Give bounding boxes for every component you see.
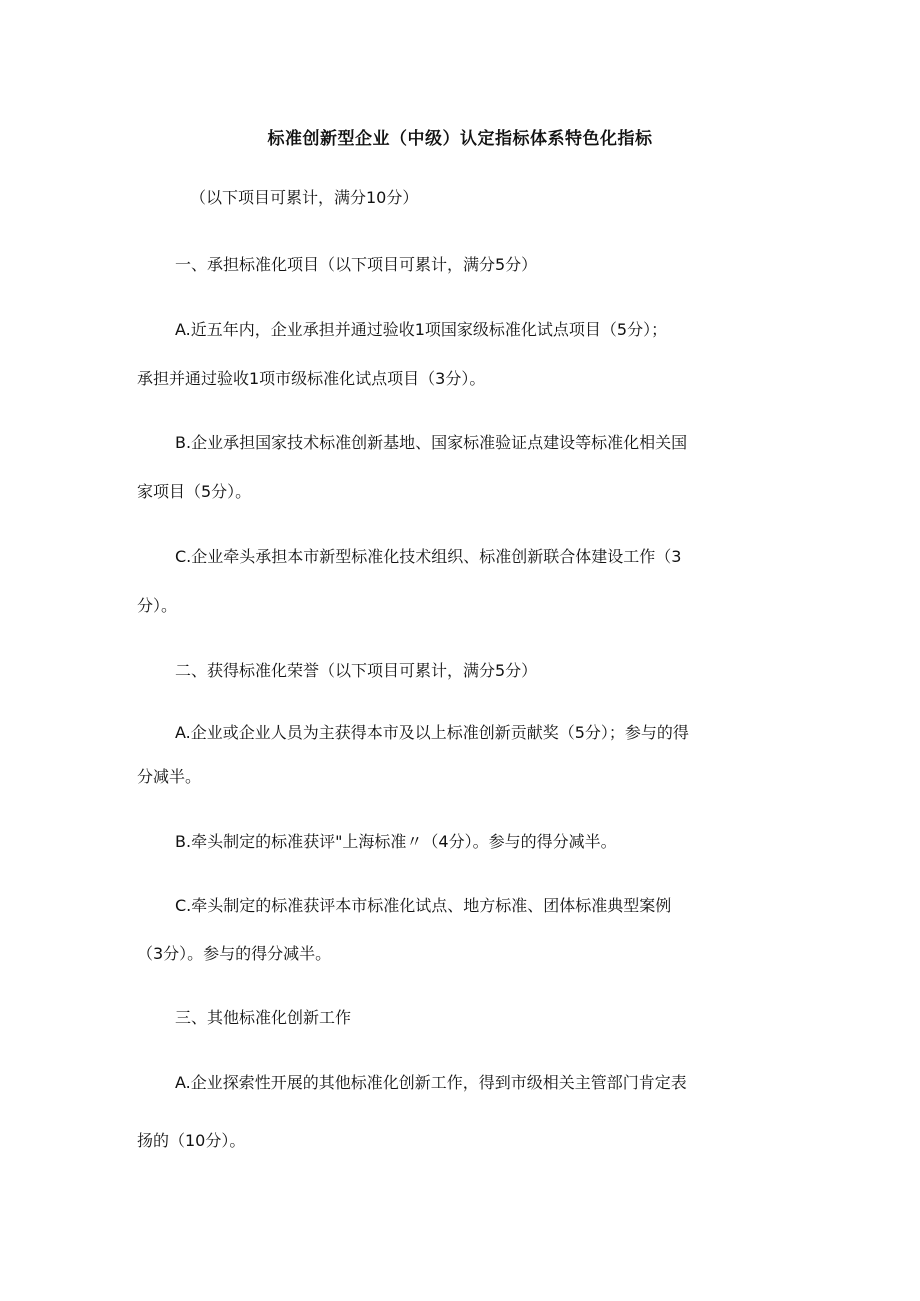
item-2a-line-2: 分减半。	[137, 767, 202, 786]
scoring-note: （以下项目可累计，满分10分）	[190, 188, 419, 207]
item-3a-line-2: 扬的（10分）。	[137, 1131, 246, 1150]
item-2a-line-1: A.企业或企业人员为主获得本市及以上标准创新贡献奖（5分）；参与的得	[175, 723, 689, 742]
section-heading-1: 一、承担标准化项目（以下项目可累计，满分5分）	[175, 255, 538, 274]
item-2c-line-2: （3分）。参与的得分减半。	[137, 944, 332, 963]
item-1a-line-1: A.近五年内，企业承担并通过验收1项国家级标准化试点项目（5分）；	[175, 320, 668, 339]
item-1a-line-2: 承担并通过验收1项市级标准化试点项目（3分）。	[137, 369, 486, 388]
item-1b-line-2: 家项目（5分）。	[137, 482, 252, 501]
item-2b-line-1: B.牵头制定的标准获评"上海标准〃（4分）。参与的得分减半。	[175, 832, 617, 851]
item-3a-line-1: A.企业探索性开展的其他标准化创新工作，得到市级相关主管部门肯定表	[175, 1073, 687, 1092]
document-title: 标准创新型企业（中级）认定指标体系特色化指标	[267, 129, 653, 149]
section-heading-2: 二、获得标准化荣誉（以下项目可累计，满分5分）	[175, 661, 538, 680]
item-1c-line-1: C.企业牵头承担本市新型标准化技术组织、标准创新联合体建设工作（3	[175, 547, 682, 566]
item-1c-line-2: 分）。	[137, 596, 178, 615]
item-2c-line-1: C.牵头制定的标准获评本市标准化试点、地方标准、团体标准典型案例	[175, 896, 672, 915]
section-heading-3: 三、其他标准化创新工作	[175, 1008, 352, 1027]
item-1b-line-1: B.企业承担国家技术标准创新基地、国家标准验证点建设等标准化相关国	[175, 433, 688, 452]
